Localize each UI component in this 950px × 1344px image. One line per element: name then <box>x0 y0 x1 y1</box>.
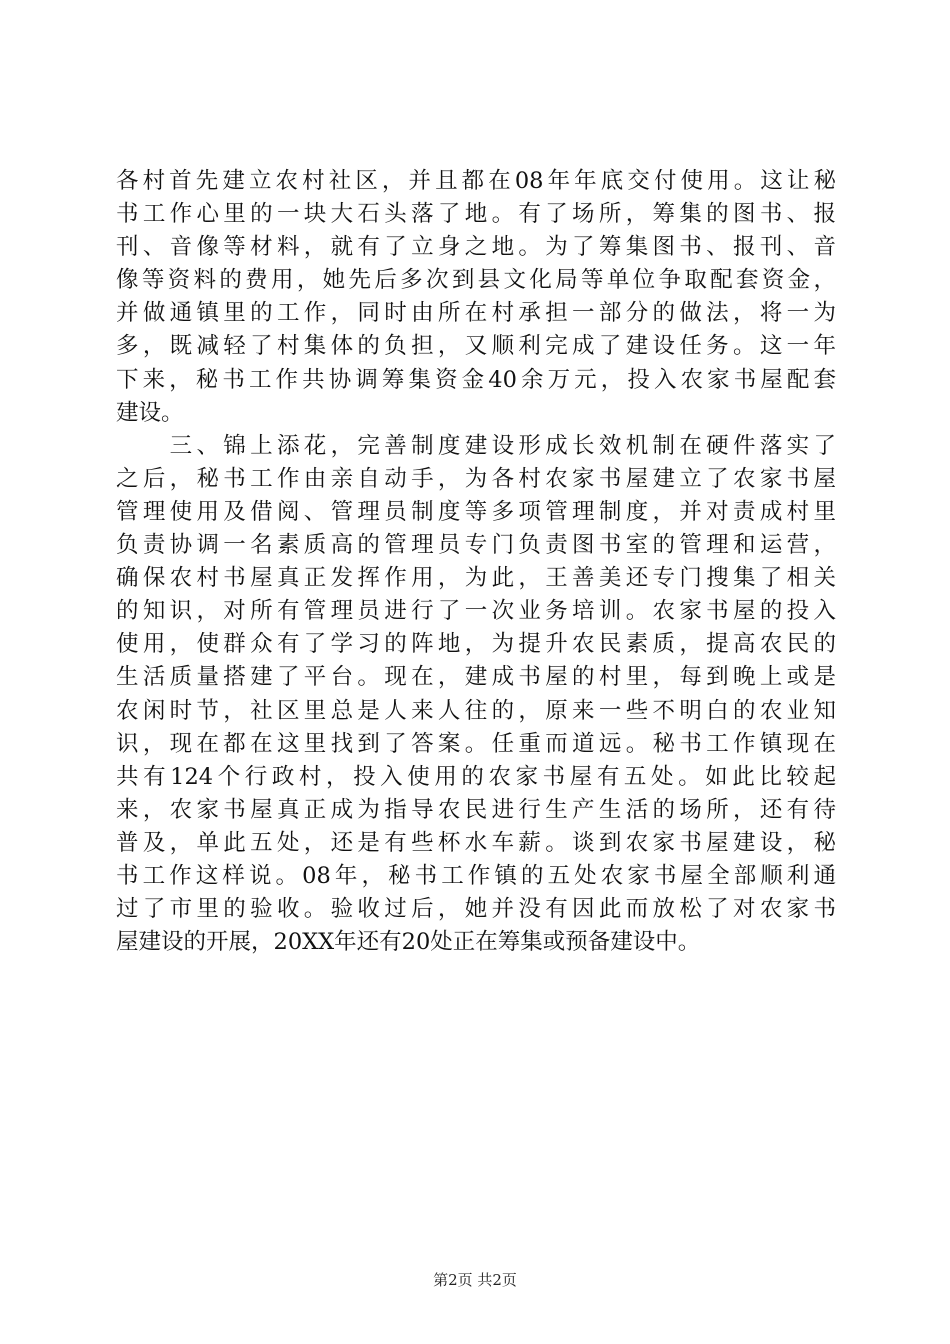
text-line: 三、锦上添花，完善制度建设形成长效机制在硬件落实了 <box>116 432 836 459</box>
text-line: 的知识，对所有管理员进行了一次业务培训。农家书屋的投入 <box>116 598 836 625</box>
text-line: 共有124个行政村，投入使用的农家书屋有五处。如此比较起 <box>116 763 836 790</box>
text-line: 管理使用及借阅、管理员制度等多项管理制度，并对责成村里 <box>116 498 836 525</box>
text-line: 农闲时节，社区里总是人来人往的，原来一些不明白的农业知 <box>116 697 836 724</box>
text-line: 使用，使群众有了学习的阵地，为提升农民素质，提高农民的 <box>116 631 836 658</box>
text-line: 书工作这样说。08年，秘书工作镇的五处农家书屋全部顺利通 <box>116 862 836 889</box>
text-line: 刊、音像等材料，就有了立身之地。为了筹集图书、报刊、音 <box>116 234 836 261</box>
text-line: 各村首先建立农村社区，并且都在08年年底交付使用。这让秘 <box>116 168 836 194</box>
text-line: 识，现在都在这里找到了答案。任重而道远。秘书工作镇现在 <box>116 730 836 757</box>
text-line: 多，既减轻了村集体的负担，又顺利完成了建设任务。这一年 <box>116 333 836 360</box>
text-line: 书工作心里的一块大石头落了地。有了场所，筹集的图书、报 <box>116 201 836 228</box>
text-line: 并做通镇里的工作，同时由所在村承担一部分的做法，将一为 <box>116 300 836 327</box>
text-line: 建设。 <box>116 399 184 426</box>
body-text <box>116 165 836 959</box>
text-line: 负责协调一名素质高的管理员专门负责图书室的管理和运营， <box>116 532 836 559</box>
text-line: 普及，单此五处，还是有些杯水车薪。谈到农家书屋建设，秘 <box>116 829 836 856</box>
text-line: 下来，秘书工作共协调筹集资金40余万元，投入农家书屋配套 <box>116 366 836 393</box>
text-line: 生活质量搭建了平台。现在，建成书屋的村里，每到晚上或是 <box>116 664 836 691</box>
text-line: 过了市里的验收。验收过后，她并没有因此而放松了对农家书 <box>116 896 836 923</box>
page-number-footer: 第2页 共2页 <box>433 1271 517 1289</box>
text-line: 确保农村书屋真正发挥作用，为此，王善美还专门搜集了相关 <box>116 565 836 592</box>
text-line: 屋建设的开展，20XX年还有20处正在筹集或预备建设中。 <box>116 929 701 956</box>
text-line: 来，农家书屋真正成为指导农民进行生产生活的场所，还有待 <box>116 796 836 823</box>
text-line: 像等资料的费用，她先后多次到县文化局等单位争取配套资金， <box>116 267 836 294</box>
text-line: 之后，秘书工作由亲自动手，为各村农家书屋建立了农家书屋 <box>116 465 836 492</box>
